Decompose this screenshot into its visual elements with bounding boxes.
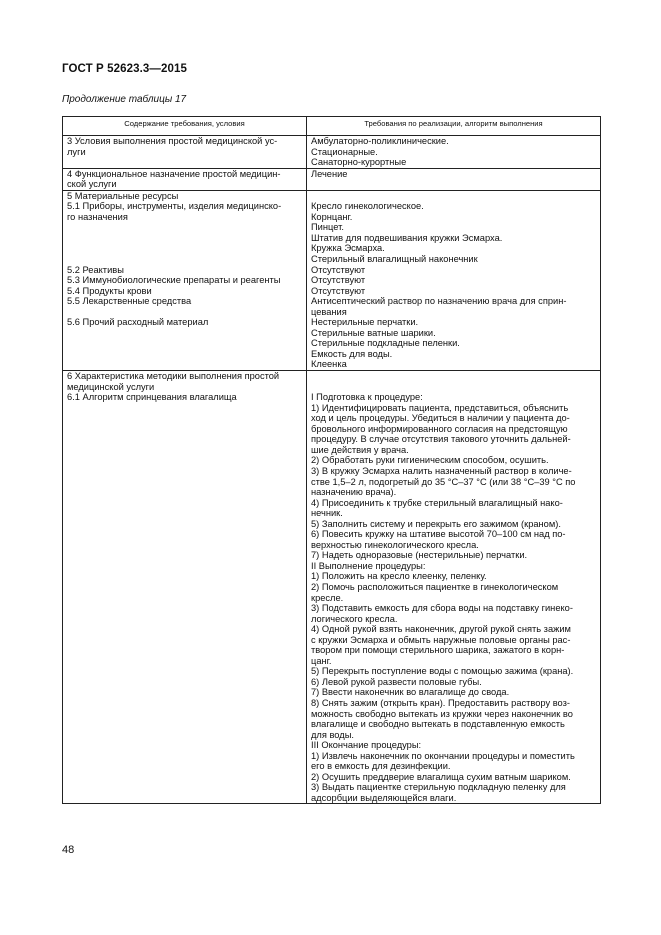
- algorithm-line: нечник.: [311, 508, 343, 519]
- algorithm-line: 2) Осушить преддверие влагалища сухим ватным шариком.: [311, 771, 571, 782]
- text-line: ской услуги: [67, 179, 117, 190]
- text-line: Лечение: [311, 168, 348, 179]
- cell-conditions-right: [307, 136, 601, 169]
- column-header-implementation: Требования по реализации, алгоритм выполнения: [307, 117, 601, 136]
- text-line: 5.5 Лекарственные средства: [67, 296, 192, 307]
- algorithm-line: логического кресла.: [311, 613, 398, 624]
- text-line: Штатив для подвешивания кружки Эсмарха.: [311, 232, 503, 243]
- text-line: Санаторно-курортные: [311, 157, 407, 168]
- algorithm-line: с кружки Эсмарха и обмыть наружные половые органы рас-: [311, 634, 571, 645]
- algorithm-line: I Подготовка к процедуре:: [311, 392, 423, 403]
- algorithm-line: 4) Одной рукой взять наконечник, другой рукой снять зажим: [311, 624, 571, 635]
- text-line: 6 Характеристика методики выполнения простой: [67, 371, 280, 382]
- text-line: Антисептический раствор по назначению врача для сприн-: [311, 296, 567, 307]
- table-row-method: [63, 371, 601, 804]
- cell-method-left: [63, 371, 307, 804]
- table-row-conditions: [63, 136, 601, 169]
- algorithm-line: 3) Подставить емкость для сбора воды на подставку гинеко-: [311, 603, 573, 614]
- text-line: 5.3 Иммунобиологические препараты и реагенты: [67, 275, 281, 286]
- text-line: Отсутствуют: [311, 264, 366, 275]
- text-line: Стерильный влагалищный наконечник: [311, 254, 478, 265]
- algorithm-line: 6) Левой рукой развести половые губы.: [311, 676, 482, 687]
- text-line: Клеенка: [311, 359, 347, 370]
- text-line: 4 Функциональное назначение простой медицин-: [67, 168, 281, 179]
- text-line: Кружка Эсмарха.: [311, 243, 385, 254]
- text-line: Корнцанг.: [311, 211, 353, 222]
- text-line: 5.6 Прочий расходный материал: [67, 317, 209, 328]
- algorithm-line: 7) Надеть одноразовые (нестерильные) перчатки.: [311, 550, 528, 561]
- text-line: Амбулаторно-поликлинические.: [311, 136, 449, 146]
- text-line: 5.4 Продукты крови: [67, 285, 152, 296]
- algorithm-steps: [311, 392, 596, 803]
- text-line: Стерильные подкладные пеленки.: [311, 338, 460, 349]
- algorithm-line: цанг.: [311, 655, 332, 666]
- algorithm-line: 1) Извлечь наконечник по окончании процедуры и поместить: [311, 750, 575, 761]
- text-line: Отсутствуют: [311, 275, 366, 286]
- algorithm-line: шие действия у врача.: [311, 444, 409, 455]
- table-header-row: [63, 117, 601, 136]
- algorithm-line: кресле.: [311, 592, 344, 603]
- text-line: Отсутствуют: [311, 285, 366, 296]
- algorithm-line: для воды.: [311, 729, 354, 740]
- algorithm-line: III Окончание процедуры:: [311, 740, 422, 751]
- algorithm-line: влагалище и свободно вытекать в подставленную емкость: [311, 719, 565, 730]
- algorithm-line: его в емкость для дезинфекции.: [311, 761, 451, 772]
- column-header-requirement: Содержание требования, условия: [63, 117, 307, 136]
- text-line: Стационарные.: [311, 146, 378, 157]
- standard-code: ГОСТ Р 52623.3—2015: [62, 63, 187, 75]
- algorithm-line: 5) Заполнить систему и перекрыть его зажимом (краном).: [311, 518, 561, 529]
- text-line: 6.1 Алгоритм спринцевания влагалища: [67, 392, 237, 403]
- algorithm-line: стве 1,5–2 л, подогретый до 35 °С–37 °С (или 38 °С–39 °С по: [311, 476, 576, 487]
- algorithm-line: адсорбции выделяющейся влаги.: [311, 792, 457, 803]
- text-line: медицинской услуги: [67, 381, 155, 392]
- text-line: Емкость для воды.: [311, 348, 393, 359]
- algorithm-line: можность свободно вытекать из кружки через наконечник во: [311, 708, 573, 719]
- text-line: го назначения: [67, 211, 128, 222]
- text-line: цевания: [311, 306, 347, 317]
- page-number: 48: [62, 844, 75, 856]
- table-row-resources: [63, 190, 601, 370]
- cell-method-right: [307, 371, 601, 804]
- algorithm-line: 6) Повесить кружку на штативе высотой 70–100 см над по-: [311, 529, 566, 540]
- text-line: Кресло гинекологическое.: [311, 201, 424, 212]
- table-row-purpose: [63, 168, 601, 190]
- text-line: 5.1 Приборы, инструменты, изделия медицинско-: [67, 201, 282, 212]
- algorithm-line: ход и цель процедуры. Убедиться в наличии у пациента до-: [311, 413, 570, 424]
- cell-purpose-left: [63, 168, 307, 190]
- text-line: луги: [67, 146, 86, 157]
- algorithm-line: 3) В кружку Эсмарха налить назначенный раствор в количе-: [311, 465, 572, 476]
- algorithm-line: 2) Обработать руки гигиеническим способом, осушить.: [311, 455, 549, 466]
- algorithm-line: 3) Выдать пациентке стерильную подкладную пеленку для: [311, 782, 566, 793]
- algorithm-line: 7) Ввести наконечник во влагалище до свода.: [311, 687, 510, 698]
- algorithm-line: процедуру. В случае отсутствия такового уточнить дальней-: [311, 434, 571, 445]
- text-line: 3 Условия выполнения простой медицинской ус-: [67, 136, 278, 146]
- table-caption: Продолжение таблицы 17: [62, 94, 187, 105]
- cell-resources-right: [307, 190, 601, 370]
- algorithm-line: 2) Помочь расположиться пациентке в гинекологическом: [311, 581, 559, 592]
- cell-purpose-right: [307, 168, 601, 190]
- requirements-table: [62, 116, 601, 804]
- text-line: Пинцет.: [311, 222, 344, 233]
- cell-resources-left: [63, 190, 307, 370]
- text-line: Нестерильные перчатки.: [311, 317, 419, 328]
- algorithm-line: II Выполнение процедуры:: [311, 560, 426, 571]
- algorithm-line: 5) Перекрыть поступление воды с помощью зажима (крана).: [311, 666, 574, 677]
- algorithm-line: назначению врача).: [311, 487, 397, 498]
- algorithm-line: 8) Снять зажим (открыть кран). Предоставить раствору воз-: [311, 697, 570, 708]
- algorithm-line: 1) Идентифицировать пациента, представиться, объяснить: [311, 402, 569, 413]
- text-line: 5.2 Реактивы: [67, 264, 124, 275]
- cell-conditions-left: [63, 136, 307, 169]
- text-line: Стерильные ватные шарики.: [311, 327, 436, 338]
- algorithm-line: бровольного информированного согласия на предстоящую: [311, 423, 568, 434]
- algorithm-line: верхностью гинекологического кресла.: [311, 539, 479, 550]
- algorithm-line: 1) Положить на кресло клеенку, пеленку.: [311, 571, 487, 582]
- text-line: 5 Материальные ресурсы: [67, 190, 179, 201]
- algorithm-line: твором при помощи стерильного шарика, зажатого в корн-: [311, 645, 565, 656]
- algorithm-line: 4) Присоединить к трубке стерильный влагалищный нако-: [311, 497, 563, 508]
